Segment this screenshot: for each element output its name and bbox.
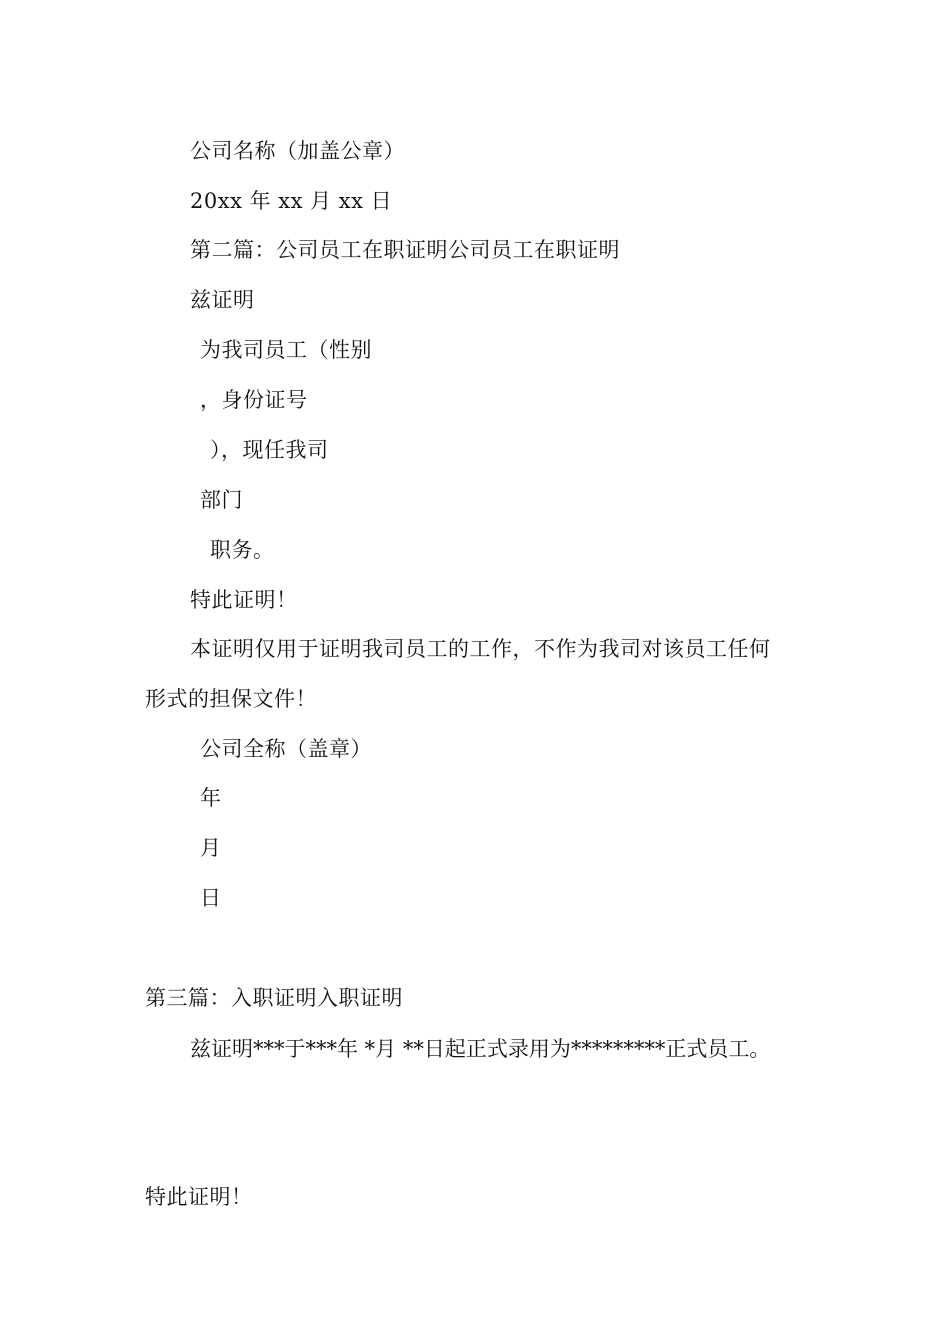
day-line: 日 [200,886,222,910]
department-line: 部门 [200,488,243,512]
year-line: 年 [200,786,222,810]
closing-line: 特此证明！ [145,1185,253,1209]
company-name-seal-line: 公司名称（加盖公章） [190,139,405,163]
employee-gender-line: 为我司员工（性别 [200,338,372,362]
disclaimer-line-1: 本证明仅用于证明我司员工的工作，不作为我司对该员工任何 [190,637,771,661]
company-full-name-seal-line: 公司全称（盖章） [200,737,372,761]
current-position-line: ），现任我司 [210,438,329,462]
id-number-line: ，身份证号 [200,388,308,412]
hereby-certify-line: 特此证明！ [190,588,298,612]
employment-certify-line: 兹证明***于***年 *月 **日起正式录用为*********正式员工。 [190,1037,771,1061]
section-2-heading: 第二篇：公司员工在职证明公司员工在职证明 [190,238,620,262]
certify-line: 兹证明 [190,288,255,312]
section-3-heading: 第三篇：入职证明入职证明 [145,986,403,1010]
month-line: 月 [200,836,222,860]
date-line: 20xx 年 xx 月 xx 日 [190,189,393,213]
disclaimer-line-2: 形式的担保文件！ [145,687,317,711]
duty-line: 职务。 [210,538,275,562]
